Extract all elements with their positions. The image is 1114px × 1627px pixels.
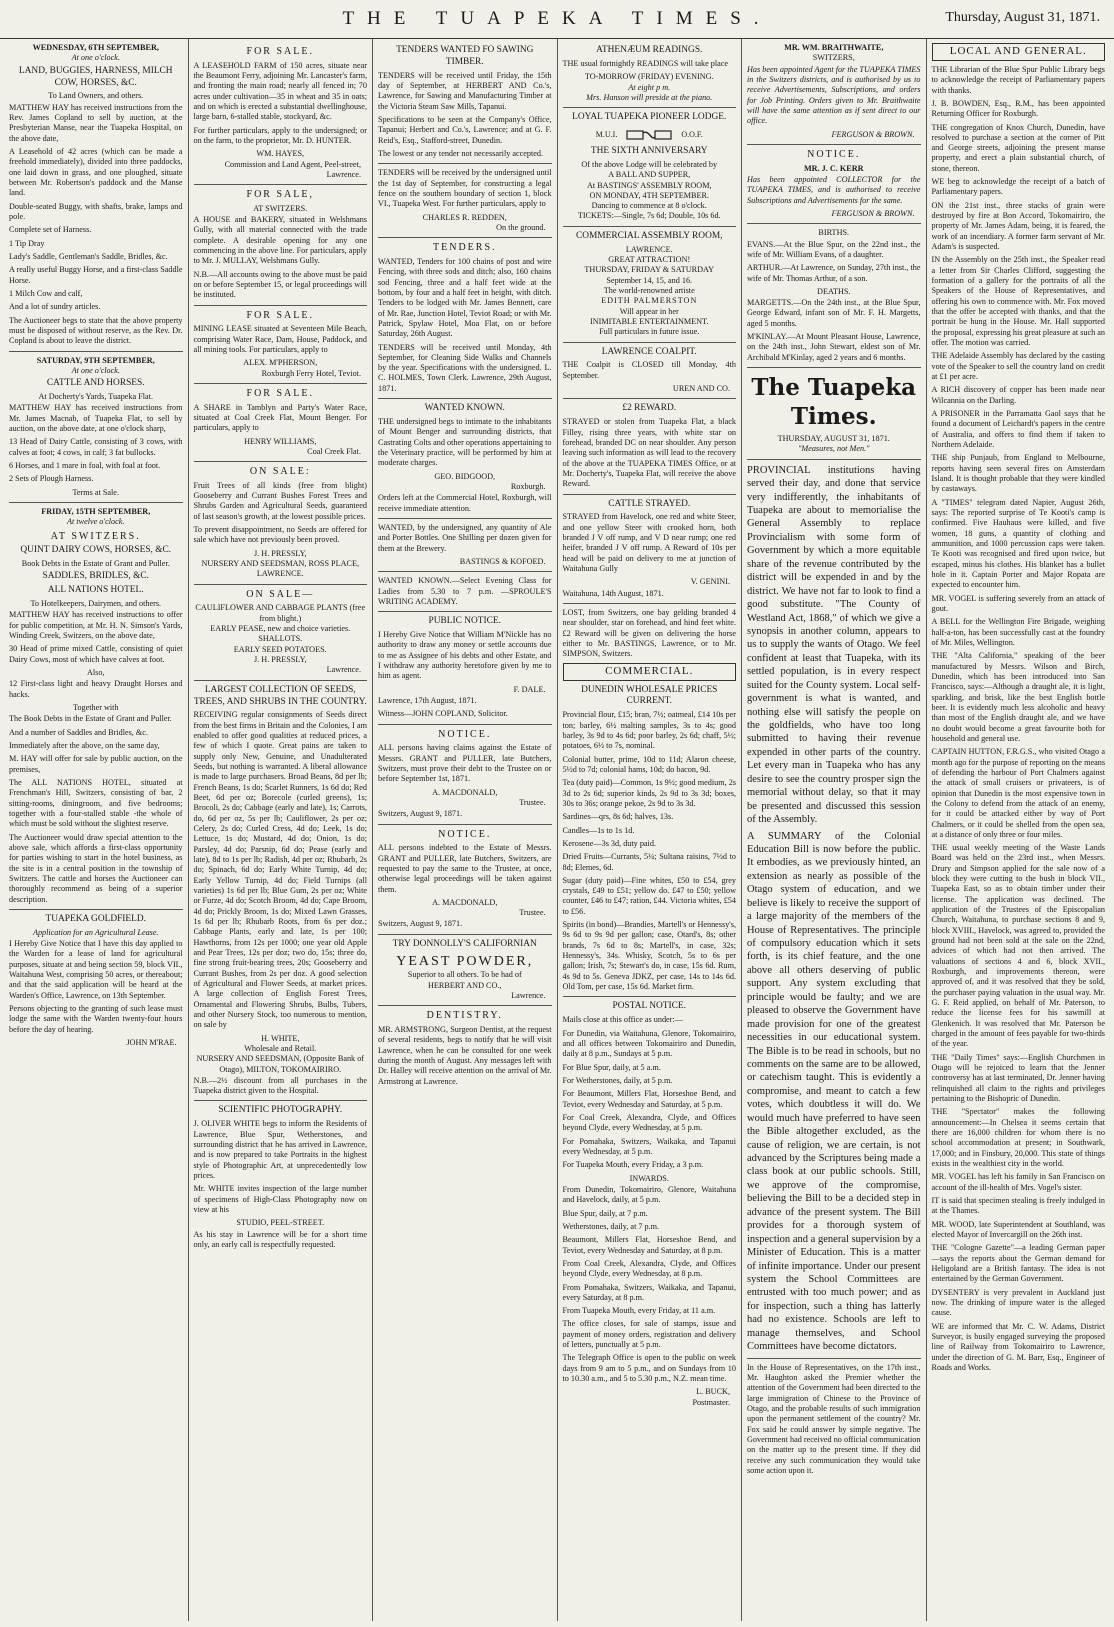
news-item: THE "Cologne Gazette"—a leading German paper—says the reports about the German demand for Heligoland are a British fantasy. The idea is not entertained by the German Government. bbox=[931, 1243, 1105, 1284]
ad-text: The world-renowned artiste bbox=[603, 285, 695, 295]
news-item: WE beg to acknowledge the receipt of a batch of Parliamentary papers. bbox=[931, 177, 1105, 197]
postal-text: For Wetherstones, daily, at 5 p.m. bbox=[562, 1075, 673, 1085]
ad-text: At BASTINGS' ASSEMBLY ROOM, bbox=[586, 180, 712, 190]
ad-text: 6 Horses, and 1 mare in foal, with foal at foot. bbox=[9, 461, 161, 471]
ad-subheading: INWARDS. bbox=[629, 1173, 669, 1183]
ad-text: THE Coalpit is CLOSED till Monday, 4th September. bbox=[562, 360, 736, 380]
postal-text: From Pomahaka, Switzers, Waikaka, and Tapanui, every Saturday, at 8 p.m. bbox=[562, 1282, 736, 1302]
ad-text: Witness—JOHN COPLAND, Solicitor. bbox=[378, 709, 508, 719]
column-1 bbox=[4, 39, 189, 1621]
ad-subheading: AT SWITZERS. bbox=[253, 203, 308, 213]
signature: HENRY WILLIAMS, bbox=[244, 436, 317, 446]
ad-text: At eight p m. bbox=[628, 82, 671, 92]
signature: FERGUSON & BROWN. bbox=[831, 129, 915, 139]
news-item: DYSENTERY is very prevalent in Auckland just now. The drinking of impure water is the alleged cause. bbox=[931, 1287, 1105, 1318]
ad-text: SHALLOTS. bbox=[258, 634, 303, 644]
ad-text: Mr. WHITE invites inspection of the large number of specimens of High-Class Photography now on view at his bbox=[193, 1184, 367, 1214]
editorial-date: THURSDAY, AUGUST 31, 1871. bbox=[777, 434, 890, 444]
divider bbox=[194, 305, 368, 306]
signature: A. MACDONALD, bbox=[432, 787, 498, 797]
nameplate: The Tuapeka Times. bbox=[751, 374, 917, 431]
ad-text: GREAT ATTRACTION! bbox=[608, 254, 691, 264]
signature-detail: Wholesale and Retail. bbox=[244, 1043, 317, 1053]
page-columns bbox=[0, 39, 1114, 1621]
ad-text: WANTED KNOWN.—Select Evening Class for Ladies from 5.30 to 7 p.m. —SPROULE'S WRITING ACADEMY. bbox=[378, 576, 552, 606]
news-item: THE Librarian of the Blue Spur Public Library begs to acknowledge the receipt of Parliamentary papers with thanks. bbox=[931, 64, 1105, 95]
news-item: THE "Daily Times" says:—English Churchmen in Otago will be rejoiced to learn that the Jenner controversy has at last terminated, Dr. Jenner having relinquished all claim to the rights and privileges pertaining to the Bishopric of Dunedin. bbox=[931, 1052, 1105, 1104]
ad-heading: ATHENÆUM READINGS. bbox=[596, 45, 703, 55]
ad-text: MINING LEASE situated at Seventeen Mile Beach, comprising Water Race, Dam, House, Paddock, and all mining tools. For particulars, apply to bbox=[193, 324, 367, 354]
ad-heading: TUAPEKA GOLDFIELD. bbox=[45, 913, 146, 924]
ad-text: INIMITABLE ENTERTAINMENT. bbox=[589, 316, 709, 326]
ad-text: Together with bbox=[72, 703, 119, 713]
ad-text: Fruit Trees of all kinds (free from blight) Gooseberry and Currant Bushes Forest Trees and Shrubs Garden and Agricultural Seeds, guaranteed of last season's growth, at the lowest possible prices. bbox=[193, 480, 367, 521]
news-item: A PRISONER in the Parramatta Gaol says that he found a document of Leichardt's papers in the centre of Australia, and offers to find them if taken to Northern Adelaide. bbox=[931, 409, 1105, 450]
divider bbox=[747, 459, 921, 460]
ad-text: A SHARE in Tamblyn and Party's Water Race, situated at Coal Creek Flat, Mount Benger. For particulars, apply to bbox=[193, 402, 367, 433]
ad-heading: DENTISTRY. bbox=[426, 1010, 503, 1022]
signature: HERBERT AND CO., bbox=[427, 980, 502, 990]
ad-text: TO-MORROW (FRIDAY) EVENING. bbox=[584, 72, 714, 82]
postal-text: The office closes, for sale of stamps, issue and payment of money orders, registration and delivery of letters, punctually at 5 p.m. bbox=[562, 1319, 736, 1350]
divider bbox=[563, 494, 737, 495]
ad-text: The Book Debts in the Estate of Grant and Puller. bbox=[9, 714, 172, 724]
price-text: Sardines—qrs, 8s 6d; halves, 13s. bbox=[562, 812, 674, 822]
price-text: Dried Fruits—Currants, 5¼; Sultana raisins, 7½d to 8d; Elemes, 6d. bbox=[562, 852, 736, 872]
ad-text: Specifications to be seen at the Company's Office, Tapanui; Herbert and Co.'s, Lawrence; and at G. F. Reid's, Esq., Stafford-street, Dunedin. bbox=[378, 115, 552, 145]
postal-text: For Pomahaka, Switzers, Waikaka, and Tapanui every Wednesday, at 5 p.m. bbox=[562, 1136, 736, 1156]
ad-text: LOST, from Switzers, one bay gelding branded 4 near shoulder, star on forehead, and hind feet white. £2 Reward will be given on delivering the horse either to Mr. BASTINGS, Lawrence, or to Mr. SIMPSON, Switzers. bbox=[562, 608, 736, 659]
ad-text: Also, bbox=[86, 668, 105, 678]
notice-text: MARGETTS.—On the 24th inst., at the Blue Spur, George Edward, infant son of Mr. F. H. Margetts, aged 5 months. bbox=[747, 298, 921, 328]
ad-subheading: LAWRENCE. bbox=[625, 244, 673, 254]
divider bbox=[378, 724, 552, 725]
signature-detail: Roxburgh. bbox=[510, 481, 546, 491]
ad-text: The Auctioneer begs to state that the above property must be disposed of without reserve, as the Rev. Dr. Copland is about to leave the district. bbox=[9, 315, 183, 346]
ad-heading: £2 REWARD. bbox=[622, 403, 677, 414]
ad-text: Will appear in her bbox=[619, 306, 679, 316]
ad-text: THE usual fortnightly READINGS will take place bbox=[562, 58, 729, 68]
ad-text: 13 Head of Dairy Cattle, consisting of 3 cows, with calves at foot; 4 cows, in calf; 3 fat bullocks. bbox=[9, 437, 183, 457]
ad-text: CAULIFLOWER AND CABBAGE PLANTS (free from blight.) bbox=[195, 603, 366, 623]
price-text: Colonial butter, prime, 10d to 11d; Alaron cheese, 5½d to 7d; colonial hams, 10d; do bacon, 9d. bbox=[562, 754, 736, 774]
signature: A. MACDONALD, bbox=[432, 897, 498, 907]
column-3 bbox=[373, 39, 558, 1621]
postal-text: For Tuapeka Mouth, every Friday, a 3 p.m. bbox=[562, 1160, 704, 1170]
signature: ALEX. M'PHERSON, bbox=[243, 358, 318, 368]
ad-text: J. OLIVER WHITE begs to inform the Residents of Lawrence, Blue Spur, Wetherstones, and surrounding district that he has arrived in Lawrence, and is now prepared to take Portraits in the highest style of Photographic Art, at unprecedentedly low prices. bbox=[193, 1119, 367, 1180]
divider bbox=[194, 184, 368, 185]
editorial-text: In the House of Representatives, on the 17th inst., Mr. Haughton asked the Premier whether the attention of the Government had been directed to the large immigration of Chinese to the Province of Otago, and the probable results of such immigration upon the permanent settlement of the country? Mr. Fox said he could answer by simple negative. The Government had received no official communication on the matter up to the present time. If they did receive any such communication they would take some action upon it. bbox=[747, 1362, 921, 1475]
ad-heading: FOR SALE. bbox=[246, 387, 314, 399]
ad-heading: MR. J. C. KERR bbox=[803, 163, 864, 173]
ad-text: EARLY PEASE, new and choice varieties. bbox=[210, 624, 351, 634]
ad-text: Persons objecting to the granting of such lease must lodge the same with the Warden twenty-four hours before the day of hearing. bbox=[9, 1004, 183, 1034]
ad-text: TICKETS:—Single, 7s 6d; Double, 10s 6d. bbox=[577, 211, 721, 221]
ad-heading: YEAST POWDER, bbox=[396, 953, 534, 969]
ad-text: ALL persons indebted to the Estate of Messrs. GRANT and PULLER, late Butchers, Switzers, are requested to pay the same to the Trustee, at once, otherwise legal proceedings will be taken against them. bbox=[378, 843, 552, 894]
ad-text: Mrs. Hanson will preside at the piano. bbox=[586, 92, 713, 102]
ad-text: WANTED, by the undersigned, any quantity of Ale and Porter Bottles. One Shilling per dozen given for them at the Brewery. bbox=[378, 522, 552, 553]
divider bbox=[378, 934, 552, 935]
ad-heading: ON SALE— bbox=[246, 588, 315, 600]
price-text: Provincial flour, £15; bran, 7½; oatmeal, £14 10s per ton; barley, 6½ malting samples, 3s to 4s; good barley, 3s 9d to 4s 6d; poor barley, 2s 6d; chaff, 5½; potatoes, 6½ to 7s, nominal. bbox=[562, 710, 736, 751]
divider bbox=[747, 367, 921, 368]
ad-heading: LARGEST COLLECTION OF SEEDS, TREES, AND SHRUBS IN THE COUNTRY. bbox=[193, 684, 367, 707]
signature-detail: Roxburgh Ferry Hotel, Teviot. bbox=[261, 368, 361, 378]
divider bbox=[563, 398, 737, 399]
emblem-left-label: M.U.I. bbox=[595, 129, 618, 139]
postal-text: Mails close at this office as under:— bbox=[562, 1015, 683, 1025]
signature-detail: Lawrence. bbox=[326, 665, 361, 675]
ad-text: A HOUSE and BAKERY, situated in Welshmans Gully, with all material connected with the trade complete. A desirable opening for any one commencing in the above line. For particulars, apply to Mr. J. MULLAY, Welshmans Gully. bbox=[193, 215, 367, 266]
news-item: J. B. BOWDEN, Esq., R.M., has been appointed Returning Officer for Roxburgh. bbox=[931, 98, 1105, 119]
news-item: THE "Spectator" makes the following announcement:—In Chelsea it seems certain that there are 16,000 children for whom there is no school accommodation at present; in Southwark, 17,000; and in Finsbury, 20,000. This state of things exists in the wealthiest city in the world. bbox=[931, 1107, 1105, 1168]
ad-heading: ON SALE: bbox=[249, 466, 311, 478]
signature: J. H. PRESSLY, bbox=[254, 655, 307, 664]
postal-text: The Telegraph Office is open to the public on week days from 9 am to 5 p.m., and on Sundays from 10 to 10.30 a.m., and 5 to 5.30 p.m., N.Z. mean time. bbox=[562, 1353, 736, 1384]
ad-heading: AT SWITZERS. bbox=[50, 530, 141, 542]
ad-heading: QUINT DAIRY COWS, HORSES, &C. bbox=[20, 545, 172, 556]
editorial-text: A SUMMARY of the Colonial Education Bill is now before the public. It embodies, as we previously hinted, an extension as nearly as possible of the Otago system of education, and we believe is likely to receive the support of a large majority of the members of the House of Representatives. The principle of compulsory education which it sets forth, is its chief feature, and the one above all others deserving of public support. Any system excluding that principle would be faulty; and we are pleased to observe the Government have made provision for one of the greatest necessities in our educational system. The Bible is to be read in schools, but no comments on the same are to be allowed, or catechism taught. This is evidently a compromise, and meant to catch a few votes, which doubtless it will do. We would much have preferred to have seen the Bible altogether excluded, as the cause of religion, we are certain, is not advanced by the Scriptures being made a class book at our public schools. Still, we approve of the compromise, believing the Bill to be a decided step in advance of the present system. The Bill provides for a thorough system of inspection and a general supervision by a Minister of Education. This is a matter of infinite importance. Under our present system the School Committees are entrusted with too much power; and as for inspection, such a thing has latterly had no existence. Schools are left to manage themselves, and School Committees have become dictators. bbox=[747, 830, 921, 1353]
divider bbox=[378, 824, 552, 825]
ad-heading: NOTICE. bbox=[438, 828, 492, 840]
price-text: Tea (duty paid)—Common, 1s 9½; good medium, 2s 3d to 2s 6d; superior kinds, 2s 9d to 3s 3d; boxes, 30s to 36s; orange pekoe, 2s 9d to 3s 3d. bbox=[562, 778, 736, 808]
ad-text: 2 Sets of Plough Harness. bbox=[9, 474, 94, 484]
divider bbox=[563, 996, 737, 997]
ad-text: TENDERS will be received until Monday, 4th September, for Cleaning Side Walks and Channels by the year. Specifications with the undersigned. L. C. HOLMES, Town Clerk. Lawrence, 29th August, 1871. bbox=[378, 342, 552, 393]
postal-text: Blue Spur, daily, at 7 p.m. bbox=[562, 1208, 648, 1218]
ad-text: A really useful Buggy Horse, and a first-class Saddle Horse. bbox=[9, 265, 183, 285]
price-text: Candles—1s to 1s 1d. bbox=[562, 825, 635, 835]
ad-text: A Leasehold of 42 acres (which can be made a freehold immediately), divided into three paddocks, one laid down in grass, and one ploughed, situate between Mr. Robertson's paddock and the Manse land. bbox=[9, 146, 183, 198]
ad-text: STRAYED or stolen from Tuapeka Flat, a black Filley, rising three years, with white star on forehead, branded DC on near shoulder. Any person leaving such information as will lead to the recovery of the above at the TUAPEKA TIMES Office, or at Mr. Docherty's, Tuapeka Flat, will receive the above Reward. bbox=[562, 417, 736, 489]
news-item: THE ship Punjaub, from England to Melbourne, reports having seen several fires on Amsterdam Island. It is thought probable that they were kindled by castaways. bbox=[931, 453, 1105, 494]
signature: J. H. PRESSLY, bbox=[254, 548, 307, 558]
ad-heading: THE SIXTH ANNIVERSARY bbox=[590, 146, 708, 156]
divider bbox=[563, 226, 737, 227]
news-item: A RICH discovery of copper has been made near Wilcannia on the Darling. bbox=[931, 385, 1105, 405]
ad-text: I Hereby Give Notice that William M'Nickle has no authority to draw any money or settle accounts due to me as Assignee of his debts and other Estate, and I withdraw any authority heretofore given by me to him as agent. bbox=[378, 630, 552, 681]
ad-text: MATTHEW HAY has received instructions from the Rev. James Copland to sell by auction, at the Presbyterian Manse, near the Tuapeka Hospital, on the above date, bbox=[9, 102, 183, 143]
ad-text: And a lot of sundry articles. bbox=[9, 302, 101, 312]
price-text: Kerosene—3s 3d, duty paid. bbox=[562, 838, 656, 848]
ad-text: RECEIVING regular consignments of Seeds direct from the best firms in Britain and the Colonies, I am enabled to offer good qualities at reduced prices, a few of which I quote. Great pains are taken to supply only New, Genuine, and Unadulterated Seeds, but nothing is warranted. A liberal allowance is made to large purchasers. Broad Beans, 8d per lb; French Beans, 1s do; Scarlet Runners, 1s 6d do; Red Beet, 6d per oz; Borecole (curled greens), 1s; Brocoli, 2s do; Cabbage (early and late), 1s; Carrots, do, 6d per oz, 5s per lb; Cauliflower, 2s per oz; Celery, 2s do; Curled Cress, 4d do; Leek, 1s do; Lettuce, 1s do; Mustard, 4d do; Onion, 1s do; Parsley, 4d do; Parsnip, 6d do; Pease (early and late), 8d to 1s per lb; Radish, 4d per oz; Rhubarb, 2s do; Spinach, 6d do; Early White Turnip, 4d do; Early Yellow Turnip, 4d do; Field Turnips (all varieties) 1s 6d per lb; Blue Gum, 2s per oz; White or Furze, 4d do; Scotch Broom, 4d do; Cape Broom, 4d do; Prickly Broom, 1s do; Mixed Lawn Grasses, 1s 6d per lb; Rhubarb Roots, from 6s per doz.; Cabbage Plants, early and late, 1s per 100; Hawthorns, from 12s per 1000; one year old Apple and Pear Trees, 12s per doz; two do, 15s; three do, fine strong fruit-bearing trees, 20s; Gooseberry and Currant Bushes, from 2s per doz. A good selection of Agricultural and Flower Seeds, at market prices. A large collection of English Forest Trees, Ornamental and Flowering Shrubs, Bulbs, Tubers, and other Nursery Stock, too numerous to mention, on sale by bbox=[193, 710, 367, 1030]
news-item: WE are informed that Mr. C. W. Adams, District Surveyor, is busily engaged surveying the proposed line of Railway from Tokomairiro to Lawrence, under the direction of G. M. Barr, Esq., Engineer of Roads and Works. bbox=[931, 1321, 1105, 1372]
column-6 bbox=[927, 39, 1111, 1621]
ad-text: Superior to all others. To be had of bbox=[407, 970, 522, 980]
notice-text: EVANS.—At the Blue Spur, on the 22nd inst., the wife of Mr. William Evans, of a daughter. bbox=[747, 239, 921, 259]
ad-heading: LAWRENCE COALPIT. bbox=[601, 346, 697, 357]
postal-text: From Tuapeka Mouth, every Friday, at 11 a.m. bbox=[562, 1306, 716, 1316]
ad-heading: NOTICE. bbox=[438, 728, 492, 740]
ad-text: STRAYED from Havelock, one red and white Steer, and one yellow Steer with crooked horn, both branded J V off rump, and V D near rump; one red heifer, branded J V off rump. A Reward of 10s per head will be paid on delivery to me at junction of Waitahuna Gully bbox=[562, 512, 736, 574]
ad-text: The Auctioneer would draw special attention to the above sale, which affords a first-class opportunity for parties wishing to start in the hotel business, as the site is in a central position in the township of Switzers. The cattle and horses the Auctioneer can thoroughly recommend as being of a superior description. bbox=[9, 832, 183, 904]
divider bbox=[747, 1358, 921, 1359]
signature: L. BUCK, bbox=[696, 1387, 730, 1397]
news-item: MR. WOOD, late Superintendent at Southland, was elected Mayor of Invercargill on the 26th inst. bbox=[931, 1219, 1105, 1239]
signature: UREN AND CO. bbox=[672, 384, 730, 394]
signature-detail: Coal Creek Flat. bbox=[307, 446, 361, 456]
ad-text: Switzers, August 9, 1871. bbox=[378, 809, 463, 819]
column-4 bbox=[558, 39, 743, 1621]
divider bbox=[747, 223, 921, 224]
ad-subheading: Application for an Agricultural Lease. bbox=[32, 927, 159, 937]
ad-text: N.B.—2½ discount from all purchases in the Tuapeka district given to the Hospital. bbox=[193, 1075, 367, 1096]
signature-detail: Lawrence. bbox=[511, 990, 546, 1000]
postal-text: Beaumont, Millers Flat, Horseshoe Bend, and Teviot, every Wednesday and Saturday, at 8 p.m. bbox=[562, 1235, 736, 1255]
news-item: ON the 21st inst., three stacks of grain were destroyed by fire at Bon Accord, Tokomairiro, the property of Mr. James Adam, being, it is feared, the work of an incendiary. A former farm servant of Mr. Adam's is suspected. bbox=[931, 200, 1105, 252]
postal-text: From Dunedin, Tokomairiro, Glenore, Waitahuna and Havelock, daily, at 5 p.m. bbox=[562, 1184, 736, 1205]
editorial-text: PROVINCIAL institutions having served their day, and done that service very indifferently, the inhabitants of Tuapeka are about to memorialise the General Assembly to replace Provincialism with some form of Government by which a more equitable share of the revenue contributed by the district will be expended in and by the district. We have not far to look to find a good substitute. "The County of Westland Act, 1868," of which we give a synopsis in another column, appears to us to supply the wants of Otago. We feel confident at least that Tuapeka, with its settled population, is in every respect suited for the County system. Local self-government is what is wanted, and nothing else will satisfy the people on the goldfields, who have too long submitted to having their revenue expended in other parts of the country. Let every man in Tuapeka who has any desire to see the country prosper sign the memorial without delay, so that it may be presented and discussed this session of the Assembly. bbox=[747, 464, 921, 826]
ad-subheading: At Docherty's Yards, Tuapeka Flat. bbox=[38, 392, 153, 402]
column-2 bbox=[189, 39, 374, 1621]
ad-text: Complete set of Harness. bbox=[9, 225, 92, 235]
ad-subheading: To Land Owners, and others. bbox=[48, 91, 144, 101]
ad-heading: SADDLES, BRIDLES, &C. bbox=[42, 571, 150, 582]
divider bbox=[194, 584, 368, 585]
ad-text: Switzers, August 9, 1871. bbox=[378, 919, 463, 929]
sale-time: At one o'clock. bbox=[71, 53, 120, 63]
divider bbox=[563, 603, 737, 604]
ad-text: 12 First-class light and heavy Draught Horses and hacks. bbox=[9, 679, 183, 699]
ad-heading: MR. WM. BRAITHWAITE, bbox=[784, 43, 884, 52]
news-item: A BELL for the Wellington Fire Brigade, weighing half-a-ton, has been successfully cast at the foundry of Mr. Miles, Wellington. bbox=[931, 617, 1105, 647]
issue-date: Thursday, August 31, 1871. bbox=[945, 10, 1100, 25]
signature: GEO. BIDGOOD, bbox=[434, 471, 496, 481]
ad-heading: SCIENTIFIC PHOTOGRAPHY. bbox=[218, 1105, 343, 1116]
ad-text: The ALL NATIONS HOTEL, situated at Frenchman's Hill, Switzers, consisting of bar, 2 sitting-rooms, diningroom, and five bedrooms; together with a four-stalled stable -the whole of which must be sold without the slightest reserve. bbox=[9, 778, 183, 829]
divider bbox=[563, 107, 737, 108]
signature: F. DALE. bbox=[513, 684, 546, 694]
ad-text: 1 Tip Dray bbox=[9, 238, 45, 248]
ad-text: Terms at Sale. bbox=[72, 487, 119, 497]
ad-text: STUDIO, PEEL-STREET. bbox=[236, 1218, 325, 1228]
ad-heading: NOTICE. bbox=[807, 148, 861, 160]
ad-text: Lady's Saddle, Gentleman's Saddle, Bridles, &c. bbox=[9, 251, 168, 261]
ad-text: 1 Milch Cow and calf, bbox=[9, 288, 83, 298]
ad-text: To prevent disappointment, no Seeds are offered for sale which have not previously been proved. bbox=[193, 525, 367, 545]
ad-heading: TENDERS WANTED FO SAWING TIMBER. bbox=[396, 45, 534, 67]
newspaper-title: THE TUAPEKA TIMES. bbox=[342, 8, 772, 29]
divider bbox=[194, 383, 368, 384]
ad-heading: TENDERS. bbox=[433, 242, 497, 254]
lodge-emblem bbox=[563, 127, 737, 143]
ad-text: Waitahuna, 14th August, 1871. bbox=[562, 588, 664, 598]
ad-text: MATTHEW HAY has received instructions from Mr. James Macnab, of Tuapeka Flat, to sell by auction, on the above date, at one o'clock sharp, bbox=[9, 403, 183, 434]
ad-text: N.B.—All accounts owing to the above must be paid on or before September 15, or legal proceedings will be instituted. bbox=[193, 269, 367, 300]
signature: BASTINGS & KOFOED. bbox=[459, 556, 546, 566]
ad-heading: PUBLIC NOTICE. bbox=[428, 616, 501, 627]
postal-text: For Blue Spur, daily, at 5 a.m. bbox=[562, 1062, 661, 1072]
motto: "Measures, not Men." bbox=[797, 444, 870, 454]
divider bbox=[378, 163, 552, 164]
ad-heading: FOR SALE. bbox=[246, 46, 314, 57]
divider bbox=[9, 502, 183, 503]
ad-text: A LEASEHOLD FARM of 150 acres, situate near the Beaumont Ferry, adjoining Mr. Lancaster's farm, and fronting the main road; nearly all fenced in; 70 acres under cultivation—35 in wheat and 35 in oats; and on which is erected a substantial dwellinghouse, large barn, 6-stalled stable, stockyard, &c. bbox=[193, 60, 367, 122]
ad-text: MR. ARMSTRONG, Surgeon Dentist, at the request of several residents, begs to notify that he will visit Lawrence, when he can be consulted for one week during the month of August. Any messages left with Dr. Halley will receive attention on the arrival of Mr. Armstrong at Lawrence. bbox=[378, 1024, 552, 1086]
notice-text: M'KINLAY.—At Mount Pleasant House, Lawrence, on the 24th inst., John Stewart, eldest son of Mr. Archibald M'Kinlay, aged 2 years and 6 months. bbox=[747, 332, 921, 362]
clasped-hands-icon bbox=[625, 127, 673, 143]
price-text: Sugar (duty paid)—Fine whites, £50 to £54, grey crystals, £49 to £51; yellow do. £47 to £50; yellow counter, £46 to £47; ration, £44. Victoria whites, £54 to £56. bbox=[562, 875, 736, 916]
ad-text: WANTED, Tenders for 100 chains of post and wire Fencing, with three sods and ditch; also, 160 chains sod Fencing, three and a half feet wide at the bottom, by four and a half feet in height, with ditch. Tenders to be lodged with Mr. James Bennett, care of Mr. Rae, Junction Hotel, Teviot Road; or with Mr. Patrick, Spylaw Hotel, Moa Flat, on or before Saturday, 26th August. bbox=[378, 256, 552, 339]
ad-text: THURSDAY, FRIDAY & SATURDAY bbox=[584, 265, 715, 275]
ad-text: Lawrence, 17th August, 1871. bbox=[378, 696, 477, 706]
signature-detail: NURSERY AND SEEDSMAN, (Opposite Bank of Otago), MILTON, TOKOMAIRIRO. bbox=[196, 1054, 365, 1074]
postal-text: Wetherstones, daily, at 7 p.m. bbox=[562, 1221, 660, 1231]
signature-detail: NURSERY AND SEEDSMAN, ROSS PLACE, LAWRENCE. bbox=[201, 559, 360, 579]
ad-text: MATTHEW HAY has received instructions to offer for public competition, at Mr. H. N. Simson's Yards, Winding Creek, Switzers, on the above date, bbox=[9, 610, 183, 641]
ad-text: TENDERS will be received until Friday, the 15th day of September, at HERBERT AND Co.'s, Lawrence, for Sawing and Manufacturing Timber at the Victoria Steam Saw Mills, Tapanui. bbox=[378, 70, 552, 111]
postal-text: For Dunedin, via Waitahuna, Glenore, Tokomairiro, and all offices between Tokomairiro and Dunedin, daily at 8 p.m., Sundays at 5 p.m. bbox=[562, 1028, 736, 1059]
news-item: MR. VOGEL has left his family in San Francisco on account of the ill-health of Mrs. Vogel's sister. bbox=[931, 1172, 1105, 1192]
divider bbox=[194, 1100, 368, 1101]
ad-text: For further particulars, apply to the undersigned; or on the farm, to the proprietor, Mr. D. HUNTER. bbox=[193, 125, 367, 145]
notice-text: ARTHUR.—At Lawrence, on Sunday, 27th inst., the wife of Mr. Thomas Arthur, of a son. bbox=[747, 263, 921, 283]
sale-time: At twelve o'clock. bbox=[67, 517, 125, 527]
ad-text: Orders left at the Commercial Hotel, Roxburgh, will receive immediate attention. bbox=[378, 493, 552, 513]
signature-detail: Postmaster. bbox=[692, 1397, 730, 1407]
signature: WM. HAYES, bbox=[256, 149, 305, 159]
ad-text: M. HAY will offer for sale by public auction, on the premises, bbox=[9, 754, 183, 774]
ad-text: 30 Head of prime mixed Cattle, consisting of quiet Dairy Cows, most of which have calves at foot. bbox=[9, 644, 183, 664]
signature: H. WHITE, bbox=[261, 1033, 300, 1043]
notices-heading: BIRTHS. bbox=[818, 228, 850, 238]
ad-text: As his stay in Lawrence will be for a short time only, an early call is respectfully requested. bbox=[193, 1229, 367, 1249]
section-heading: COMMERCIAL. bbox=[563, 663, 737, 681]
signature-detail: On the ground. bbox=[496, 222, 546, 232]
ad-heading: TRY DONNOLLY'S CALIFORNIAN bbox=[392, 938, 537, 949]
ad-text: I Hereby Give Notice that I have this day applied to the Warden for a lease of land for agricultural purposes, situate at and being section 59, block VII., Waitahuna West, comprising 50 acres, or thereabout; and that the said application will be heard at the Warden's Office, Lawrence, on 13th September. bbox=[9, 939, 183, 1000]
ad-heading: POSTAL NOTICE. bbox=[612, 1001, 686, 1012]
divider bbox=[194, 680, 368, 681]
signature: JOHN M'RAE. bbox=[126, 1038, 177, 1048]
section-heading: LOCAL AND GENERAL. bbox=[932, 43, 1106, 61]
ad-text: EDITH PALMERSTON bbox=[601, 296, 698, 306]
divider bbox=[378, 237, 552, 238]
sale-date: FRIDAY, 15TH SEPTEMBER, bbox=[41, 507, 151, 517]
ad-heading: CATTLE AND HORSES. bbox=[46, 378, 145, 389]
news-item: A "TIMES" telegram dated Napier, August 26th, says: The reported surprise of Te Kooti's camp is confirmed. Five Hauhaus were killed, and five women, 18 guns, a quantity of clothing and ammunition, and 1000 percussion caps were taken. Te Kooti was recognised and fired upon twice, but escaped, minus his clothes. His blanket has a bullet hole in it. Captain Porter and Major Ropata are expected to encounter him. bbox=[931, 497, 1105, 590]
ad-text: TENDERS will be received by the undersigned until the 1st day of September, for constructing a legal fence on the southern boundary of section 1, block VI., Tuapeka West. For further particulars, apply to bbox=[378, 168, 552, 209]
ad-text: A BALL AND SUPPER, bbox=[608, 170, 691, 180]
column-5 bbox=[742, 39, 927, 1621]
postal-text: For Beaumont, Millers Flat, Horseshoe Bend, and Teviot, every Wednesday and Saturday, at 5 p.m. bbox=[562, 1089, 736, 1109]
signature: CHARLES R. REDDEN, bbox=[422, 212, 507, 222]
ad-heading: ALL NATIONS HOTEL. bbox=[47, 585, 144, 596]
ad-text: Full particulars in future issue. bbox=[599, 327, 700, 337]
ad-text: ON MONDAY, 4TH SEPTEMBER. bbox=[589, 190, 709, 200]
ad-heading: LAND, BUGGIES, HARNESS, MILCH COW, HORSES, &C. bbox=[18, 65, 173, 88]
notices-heading: DEATHS. bbox=[817, 286, 851, 296]
ad-heading: FOR SALE, bbox=[246, 189, 314, 201]
ad-text: September 14, 15, and 16. bbox=[606, 275, 693, 285]
sale-date: SATURDAY, 9TH SEPTEMBER, bbox=[36, 355, 155, 365]
masthead bbox=[0, 0, 1114, 39]
ad-subheading: To Hotelkeepers, Dairymen, and others. bbox=[30, 599, 162, 609]
news-item: THE congregation of Knox Church, Dunedin, have resolved to purchase a section at the corner of Pitt and George streets, adjoining the present manse property, and erect a plain substantial church, of stone, thereon. bbox=[931, 122, 1105, 173]
ad-heading: FOR SALE. bbox=[246, 309, 314, 321]
news-item: THE "Alta California," speaking of the beer manufactured by Messrs. Wilson and Birch, Dunedin, which has been introduced into San Francisco, says:—Although a draught ale, it is light, sparkling, and brisk, like the best English bottle beer. It is evidently much less alcoholic and heavy than most of the English draught ale, and we have no doubt would become a great favourite both for household and general use. bbox=[931, 651, 1105, 743]
ad-text: EARLY SEED POTATOES. bbox=[233, 644, 327, 654]
ad-heading: CATTLE STRAYED. bbox=[608, 498, 691, 509]
news-item: IN the Assembly on the 25th inst., the Speaker read a letter from Sir Charles Clifford, suggesting the formation of a gallery for the portraits of all the Speakers of the House of Representatives, and offering his own to commence with. Mr. Fox moved that the offer be accepted with thanks, and that the portrait be hung in the House. Mr. Hall supported the proposal, expressing his great pleasure at such an offer. The motion was carried. bbox=[931, 255, 1105, 348]
divider bbox=[747, 144, 921, 145]
ad-text: The lowest or any tender not necessarily accepted. bbox=[378, 148, 544, 158]
sale-date: WEDNESDAY, 6TH SEPTEMBER, bbox=[32, 43, 159, 52]
news-item: THE Adelaide Assembly has declared by the casting vote of the Speaker to sell the country land on credit at £1 per acre. bbox=[931, 351, 1105, 382]
news-item: IT is said that specimen stealing is freely indulged in at the Thames. bbox=[931, 1195, 1105, 1216]
ad-text: Has been appointed COLLECTOR for the TUAPEKA TIMES, and is authorised to receive Subscriptions and Advertisements for the same. bbox=[747, 174, 921, 205]
divider bbox=[563, 342, 737, 343]
postal-text: For Coal Creek, Alexandra, Clyde, and Offices beyond Clyde, every Wednesday, at 5 p.m. bbox=[562, 1112, 736, 1133]
ad-text: THE undersigned begs to intimate to the inhabitants of Mount Benger and surrounding districts, that Castrating Colts and other operations appertaining to the Veterinary practice, will be performed by him at moderate charges. bbox=[378, 416, 552, 468]
ad-subheading: Book Debts in the Estate of Grant and Puller. bbox=[21, 559, 170, 569]
ad-subheading: SWITZERS, bbox=[812, 53, 855, 63]
ad-text: Immediately after the above, on the same day, bbox=[9, 741, 160, 751]
signature-detail: Trustee. bbox=[519, 908, 546, 918]
emblem-right-label: O.O.F. bbox=[681, 129, 703, 139]
price-text: Spirits (in bond)—Brandies, Martell's or Hennessy's, 9s 6d to 9s 9d per gallon; case, Otard's, 8s; other brands, 7s 6d to 8s; Martell's, in case, 32s; Hennessy's, 34s. Whisky, Scotch, 5s to 6s per gallon; Irish, 7s; Stewart's do, in case, 15s 6d. Rum, 4s 9d to 5s. Geneva JDKZ, per case, 14s to 14s 6d. Old Tom, per case, 15s 6d. Market firm. bbox=[562, 920, 736, 992]
news-item: MR. VOGEL is suffering severely from an attack of gout. bbox=[931, 593, 1105, 613]
signature-detail: Commission and Land Agent, Peel-street, Lawrence. bbox=[224, 159, 361, 179]
news-item: CAPTAIN HUTTON, F.R.G.S., who visited Otago a month ago for the purpose of reporting on the means of defending the harbour of Port Chalmers against the attack of small cruisers or privateers, is of opinion that Dunedin is the most expensive town in the Colony to defend from the attack of an enemy, for it could be attacked either by way of Port Chalmers, or it could be shelled from the open sea, at a distance of only three or four miles. bbox=[931, 747, 1105, 839]
divider bbox=[9, 909, 183, 910]
ad-text: Dancing to commence at 8 o'clock. bbox=[591, 201, 707, 211]
divider bbox=[378, 611, 552, 612]
postal-text: From Coal Creek, Alexandra, Clyde, and Offices beyond Clyde, every Wednesday, at 8 p.m. bbox=[562, 1258, 736, 1279]
ad-text: Has been appointed Agent for the TUAPEKA TIMES in the Switzers districts, and is authorised by us to receive Advertisements, Subscriptions, and orders for Job Printing. Orders given to Mr. Braithwaite will have the same attention as if sent direct to our office. bbox=[747, 64, 921, 126]
ad-text: Of the above Lodge will be celebrated by bbox=[581, 159, 718, 169]
signature: FERGUSON & BROWN. bbox=[831, 208, 915, 218]
ad-text: ALL persons having claims against the Estate of Messrs. GRANT and PULLER, late Butchers, Switzers, must prove their debt to the Trustee on or before September 1st, 1871. bbox=[378, 743, 552, 784]
ad-heading: LOYAL TUAPEKA PIONEER LODGE. bbox=[572, 112, 727, 123]
divider bbox=[378, 1005, 552, 1006]
divider bbox=[9, 351, 183, 352]
ad-text: And a number of Saddles and Bridles, &c. bbox=[9, 727, 148, 737]
ad-heading: DUNEDIN WHOLESALE PRICES CURRENT. bbox=[581, 684, 718, 707]
ad-heading: WANTED KNOWN. bbox=[424, 403, 505, 414]
ad-heading: COMMERCIAL ASSEMBLY ROOM, bbox=[575, 230, 723, 241]
divider bbox=[378, 571, 552, 572]
sale-time: At one o'clock. bbox=[71, 365, 120, 375]
divider bbox=[194, 461, 368, 462]
ad-text: Double-seated Buggy, with shafts, brake, lamps and pole. bbox=[9, 201, 183, 221]
news-item: THE usual weekly meeting of the Waste Lands Board was held on the 23rd inst., when Messrs. Drury and Simpson applied for the sale now of a block they were cutting to the bush in block VII., Tuapeka East, so as to obtain timber under their license. The application was declined. The application of the Trustees of the Episcopalian Church, Waitahuna, to purchase sections 8 and 9, block XVIII., Havelock, was agreed to, provided the ground had not been sold at the sale on the 22nd, advices of which had not then arrived. The valuations of sections 4 and 6, block XVII., Roxburgh, and improvements thereon, were approved of, and it was resolved that they be sold, the purchaser paying valuation in the usual way. Mr. G. F. Reid applied, on behalf of Mr. Paterson, to reduce the license fees for his sawmill at Glenkenich. It was resolved that Mr. Paterson be charged in the amount of fees payable for two-thirds of the year. bbox=[931, 843, 1105, 1049]
divider bbox=[378, 518, 552, 519]
signature-detail: Trustee. bbox=[519, 797, 546, 807]
signature: V. GENINI. bbox=[690, 577, 730, 587]
divider bbox=[378, 398, 552, 399]
